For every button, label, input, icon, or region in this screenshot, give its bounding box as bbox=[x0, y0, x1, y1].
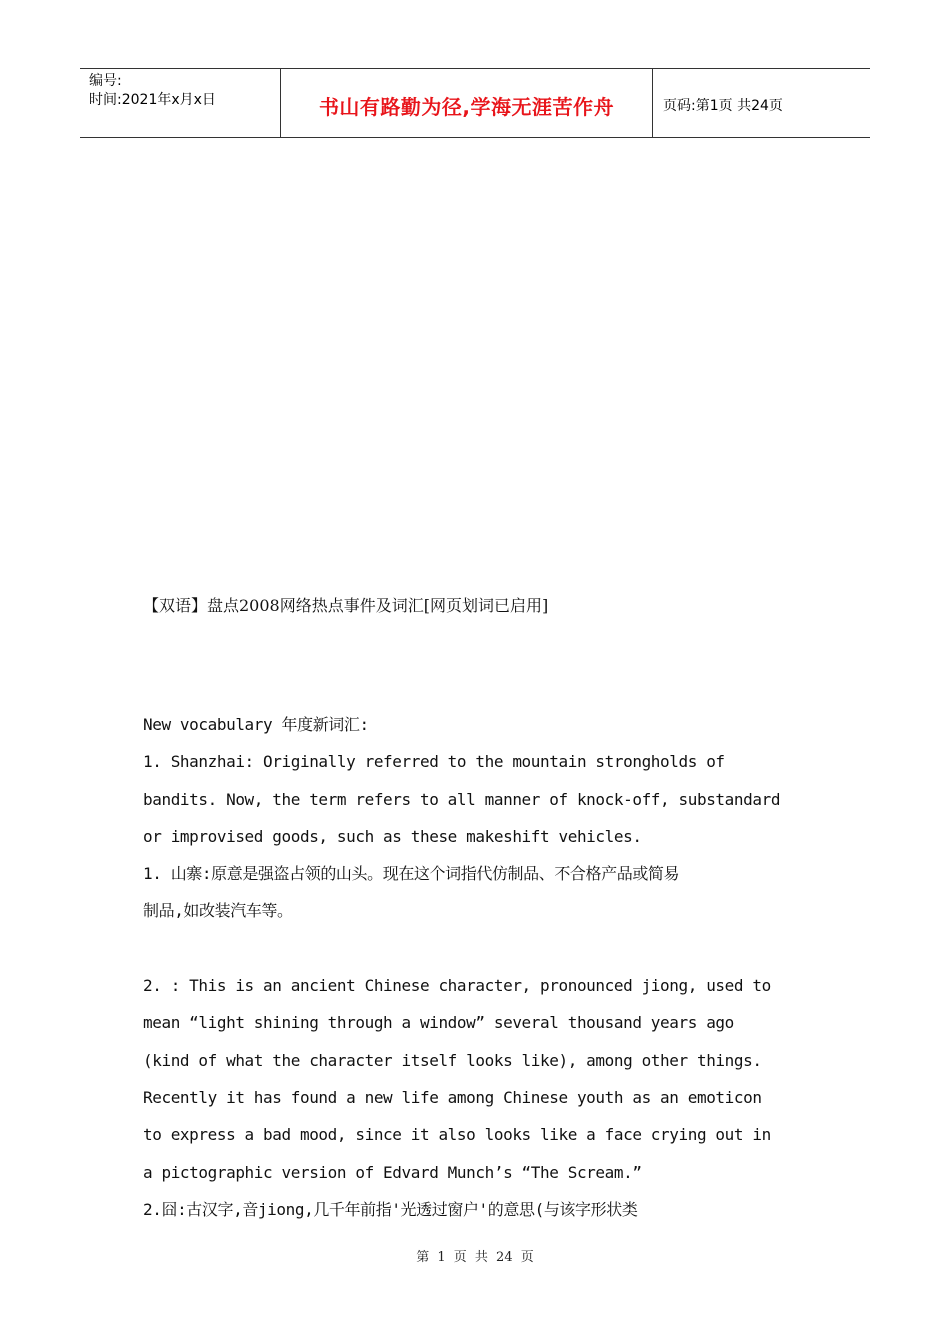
body-line: Recently it has found a new life among Chinese youth as an emoticon bbox=[143, 1087, 762, 1107]
document-header bbox=[80, 68, 870, 138]
body-line: 1. Shanzhai: Originally referred to the mountain strongholds of bbox=[143, 752, 725, 772]
header-date-label: 时间:2021年x月x日 bbox=[89, 92, 216, 108]
body-line: 2. : This is an ancient Chinese character, pronounced jiong, used to bbox=[143, 976, 771, 996]
header-motto: 书山有路勤为径,学海无涯苦作舟 bbox=[318, 94, 615, 119]
header-meta bbox=[80, 69, 280, 137]
article-title: 【双语】盘点2008网络热点事件及词汇[网页划词已启用] bbox=[143, 596, 549, 615]
body-line: or improvised goods, such as these makeshift vehicles. bbox=[143, 826, 642, 846]
body-line: New vocabulary 年度新词汇: bbox=[143, 715, 369, 734]
header-number-label: 编号: bbox=[89, 73, 122, 89]
body-line: mean “light shining through a window” several thousand years ago bbox=[143, 1013, 734, 1033]
body-line: bandits. Now, the term refers to all manner of knock-off, substandard bbox=[143, 789, 781, 809]
body-line: a pictographic version of Edvard Munch’s “The Scream.” bbox=[143, 1162, 642, 1182]
blank-line bbox=[143, 930, 813, 967]
header-motto-cell bbox=[280, 69, 653, 137]
body-line: 2.囧:古汉字,音jiong,几千年前指'光透过窗户'的意思(与该字形状类 bbox=[143, 1199, 638, 1219]
page-footer: 第 1 页 共 24 页 bbox=[416, 1250, 534, 1265]
body-line: 制品,如改装汽车等。 bbox=[143, 901, 293, 921]
header-page-info: 页码:第1页 共24页 bbox=[663, 97, 783, 114]
body-line: 1. 山寨:原意是强盗占领的山头。现在这个词指代仿制品、不合格产品或简易 bbox=[143, 864, 680, 884]
article-body bbox=[143, 706, 813, 1228]
body-line: to express a bad mood, since it also looks like a face crying out in bbox=[143, 1125, 771, 1145]
body-line: (kind of what the character itself looks like), among other things. bbox=[143, 1050, 762, 1070]
